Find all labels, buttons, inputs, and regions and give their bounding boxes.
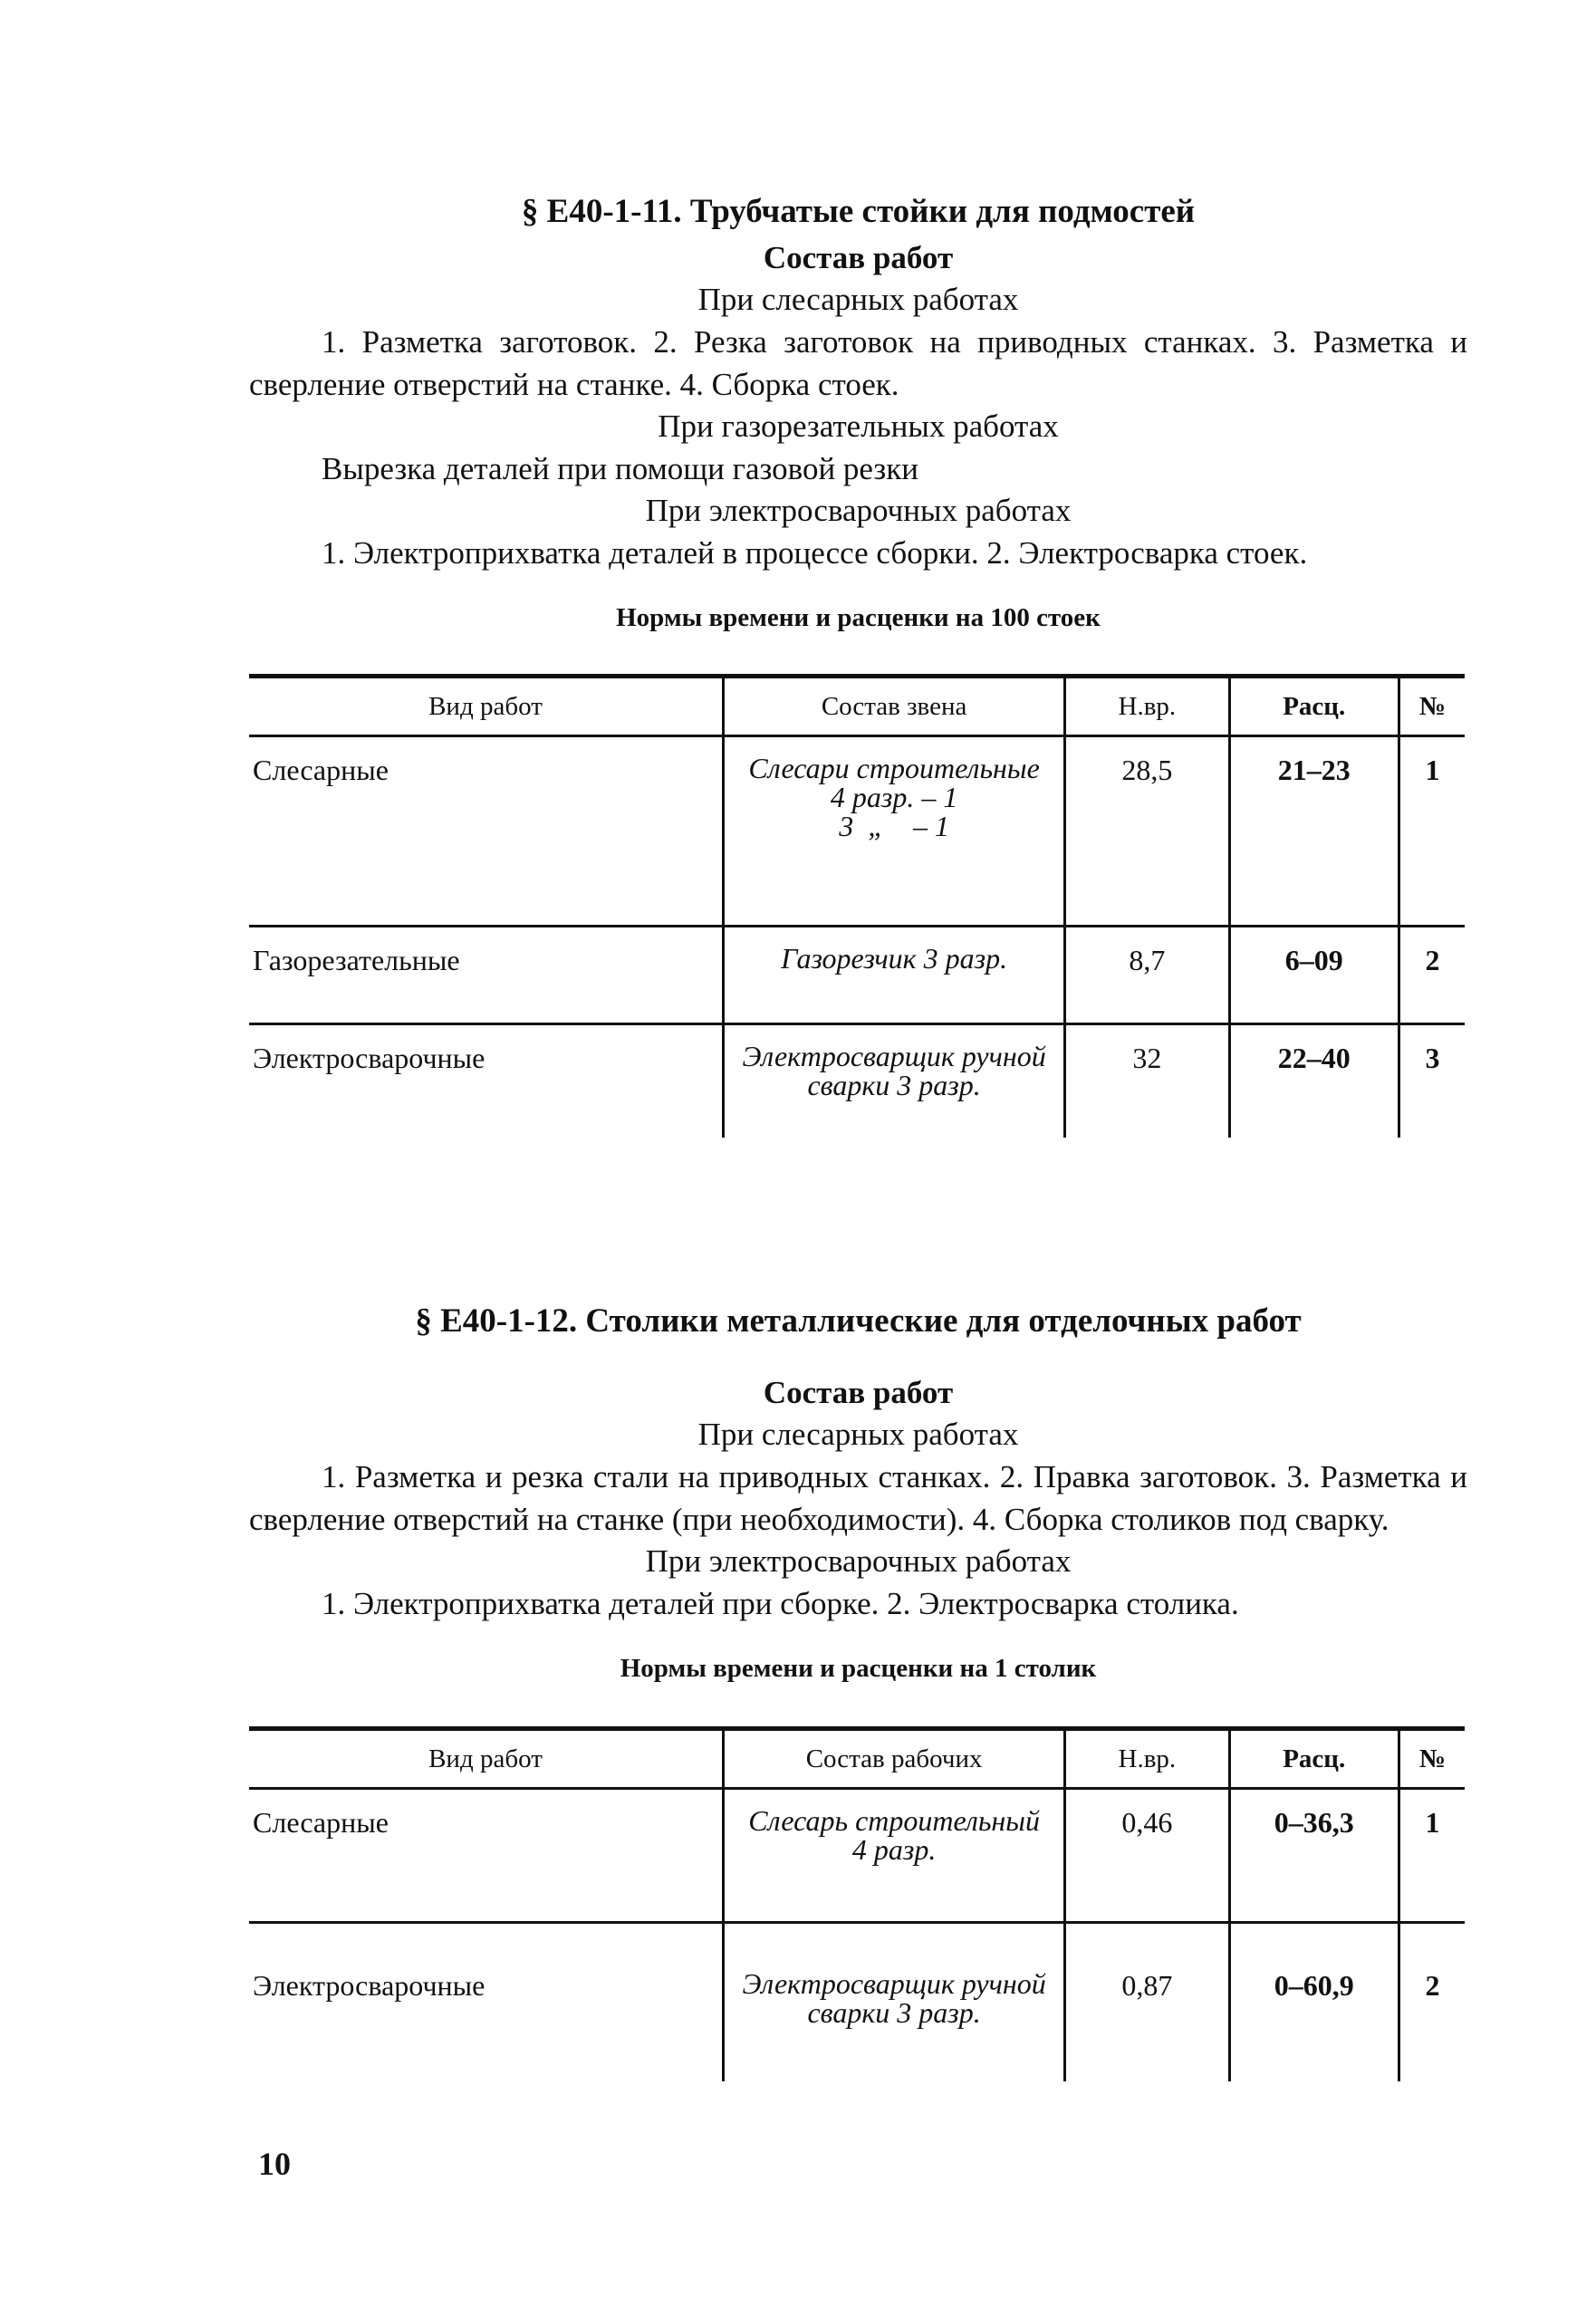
header-time: Н.вр. xyxy=(1065,1729,1229,1789)
team-line: 3 „ – 1 xyxy=(839,810,949,842)
team-line: Электросварщик ручной xyxy=(742,1040,1046,1072)
table-row xyxy=(249,1789,1465,1923)
cell-team: Газорезчик 3 разр. xyxy=(724,927,1065,1024)
cell-work-type: Электросварочные xyxy=(253,1042,486,1074)
cell-rate: 22–40 xyxy=(1229,1024,1399,1138)
table-row xyxy=(249,1024,1465,1138)
norms-table xyxy=(249,674,1465,1138)
paragraph-gas-cutting: Вырезка деталей при помощи газовой резки xyxy=(322,451,918,486)
cell-number: 2 xyxy=(1399,927,1465,1024)
team-line: сварки 3 разр. xyxy=(807,1069,981,1101)
section-title: § Е40-1-12. Столики металлические для отделочных работ xyxy=(415,1302,1302,1340)
cell-rate: 21–23 xyxy=(1229,736,1399,927)
team-line: Слесарь строительный xyxy=(748,1804,1040,1837)
header-time: Н.вр. xyxy=(1065,677,1229,736)
header-number: № xyxy=(1399,1729,1465,1789)
team-line: Слесари строительные xyxy=(748,752,1040,784)
work-heading: Состав работ xyxy=(763,1375,954,1410)
paragraph-welding: 1. Электроприхватка деталей при сборке. 2. Электросварка столика. xyxy=(322,1586,1239,1621)
cell-time: 32 xyxy=(1065,1024,1229,1138)
cell-number: 1 xyxy=(1399,1789,1465,1923)
cell-team xyxy=(724,1024,1065,1138)
header-work-type: Вид работ xyxy=(249,677,724,736)
subheading-locksmith: При слесарных работах xyxy=(697,1417,1019,1452)
team-line: Электросварщик ручной xyxy=(742,1967,1046,2000)
section-e40-1-12 xyxy=(249,1300,1467,2081)
header-team: Состав звена xyxy=(724,677,1065,736)
subheading-locksmith: При слесарных работах xyxy=(697,282,1019,317)
header-team: Состав рабочих xyxy=(724,1729,1065,1789)
cell-team xyxy=(724,1789,1065,1923)
paragraph-locksmith: 1. Разметка заготовок. 2. Резка заготовок на приводных станках. 3. Разметка и сверление отверстий на станке. 4. Сборка стоек. xyxy=(249,324,1467,402)
header-number: № xyxy=(1399,677,1465,736)
team-line: сварки 3 разр. xyxy=(807,1996,981,2029)
table-caption: Нормы времени и расценки на 1 столик xyxy=(620,1654,1097,1683)
table-caption: Нормы времени и расценки на 100 стоек xyxy=(616,603,1101,632)
cell-rate: 0–36,3 xyxy=(1229,1789,1399,1923)
table-row xyxy=(249,927,1465,1024)
subheading-welding: При электросварочных работах xyxy=(645,1543,1072,1579)
cell-number: 1 xyxy=(1399,736,1465,927)
header-work-type: Вид работ xyxy=(249,1729,724,1789)
cell-team xyxy=(724,736,1065,927)
header-rate: Расц. xyxy=(1229,677,1399,736)
cell-work-type: Газорезательные xyxy=(249,927,724,1024)
team-line: 4 разр. xyxy=(851,1833,937,1866)
subheading-welding: При электросварочных работах xyxy=(645,493,1072,528)
table-row xyxy=(249,1923,1465,2081)
cell-work-type: Слесарные xyxy=(249,736,724,927)
paragraph-welding: 1. Электроприхватка деталей в процессе сборки. 2. Электросварка стоек. xyxy=(322,535,1308,571)
cell-rate: 0–60,9 xyxy=(1229,1923,1399,2081)
paragraph-locksmith: 1. Разметка и резка стали на приводных станках. 2. Правка заготовок. 3. Разметка и сверление отверстий на станке (при необходимости). 4. Сборка столиков под сварку. xyxy=(249,1459,1467,1537)
section-e40-1-11 xyxy=(249,190,1467,1138)
cell-time: 28,5 xyxy=(1065,736,1229,927)
work-heading: Состав работ xyxy=(763,240,954,275)
table-header-row xyxy=(249,1729,1465,1789)
table-row xyxy=(249,736,1465,927)
cell-work-type: Слесарные xyxy=(249,1789,724,1923)
norms-table xyxy=(249,1726,1465,2081)
cell-team xyxy=(724,1923,1065,2081)
cell-time: 0,46 xyxy=(1065,1789,1229,1923)
section-title: § Е40-1-11. Трубчатые стойки для подмостей xyxy=(521,193,1196,230)
cell-time: 0,87 xyxy=(1065,1923,1229,2081)
team-line: 4 разр. – 1 xyxy=(830,781,958,813)
cell-number: 2 xyxy=(1399,1923,1465,2081)
table-header-row xyxy=(249,677,1465,736)
cell-number: 3 xyxy=(1399,1024,1465,1138)
header-rate: Расц. xyxy=(1229,1729,1399,1789)
page-number: 10 xyxy=(258,2146,291,2182)
cell-work-type: Электросварочные xyxy=(253,1969,486,2002)
cell-time: 8,7 xyxy=(1065,927,1229,1024)
cell-rate: 6–09 xyxy=(1229,927,1399,1024)
subheading-gas-cutting: При газорезательных работах xyxy=(658,408,1059,444)
